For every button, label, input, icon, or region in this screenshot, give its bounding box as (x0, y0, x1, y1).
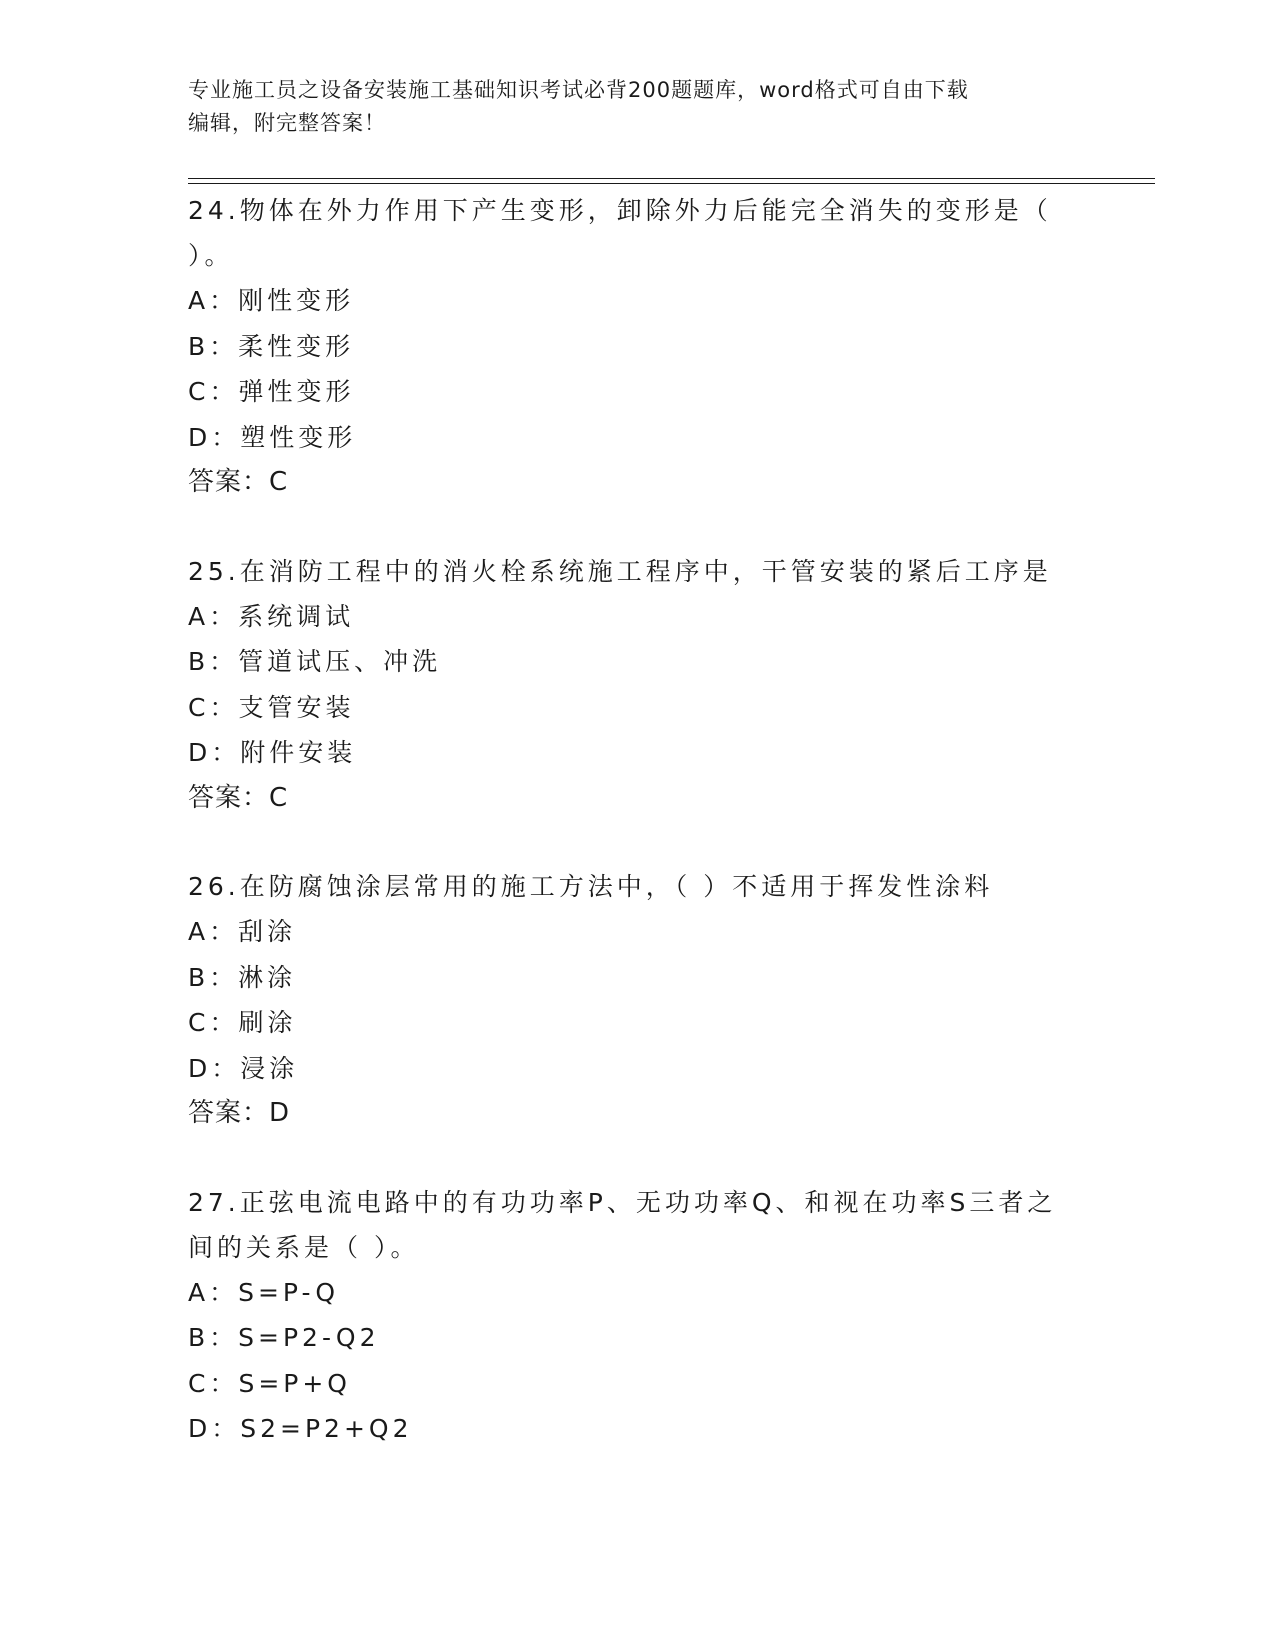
document-header (188, 74, 1068, 140)
question-list (188, 188, 1088, 1495)
question-text: 25.在消防工程中的消火栓系统施工程序中，干管安装的紧后工序是 (188, 556, 1052, 586)
option-c: C：支管安装 (188, 692, 355, 722)
question-27 (188, 1180, 1088, 1452)
option-d: D：S2=P2+Q2 (188, 1414, 413, 1443)
answer: 答案：C (188, 782, 289, 813)
option-d: D：浸涂 (188, 1053, 299, 1083)
answer: 答案：D (188, 1098, 291, 1128)
option-c: C：刷涂 (188, 1008, 297, 1037)
header-divider-bottom (188, 183, 1155, 184)
header-divider-top (188, 178, 1155, 179)
question-text: 24.物体在外力作用下产生变形，卸除外力后能完全消失的变形是（ ）。 (188, 196, 1052, 270)
header-line-1: 专业施工员之设备安装施工基础知识考试必背200题题库，word格式可自由下载 (188, 78, 969, 102)
option-b: B：柔性变形 (188, 331, 355, 361)
answer: 答案：C (188, 467, 289, 497)
option-d: D：附件安装 (188, 738, 357, 767)
option-c: C：弹性变形 (188, 377, 355, 406)
question-text: 27.正弦电流电路中的有功功率P、无功功率Q、和视在功率S三者之间的关系是（ ）。 (188, 1187, 1057, 1262)
question-text: 26.在防腐蚀涂层常用的施工方法中，（ ）不适用于挥发性涂料 (188, 872, 994, 901)
option-c: C：S=P+Q (188, 1368, 351, 1398)
option-d: D：塑性变形 (188, 422, 357, 452)
question-26 (188, 864, 1088, 1137)
question-25 (188, 549, 1088, 822)
option-b: B：管道试压、冲洗 (188, 647, 442, 676)
option-b: B：淋涂 (188, 962, 297, 992)
question-24 (188, 188, 1088, 506)
option-b: B：S=P2-Q2 (188, 1323, 380, 1352)
option-a: A：S=P-Q (188, 1277, 340, 1307)
option-a: A：系统调试 (188, 601, 355, 631)
option-a: A：刚性变形 (188, 286, 355, 315)
header-line-2: 编辑，附完整答案！ (188, 111, 386, 135)
option-a: A：刮涂 (188, 917, 297, 946)
